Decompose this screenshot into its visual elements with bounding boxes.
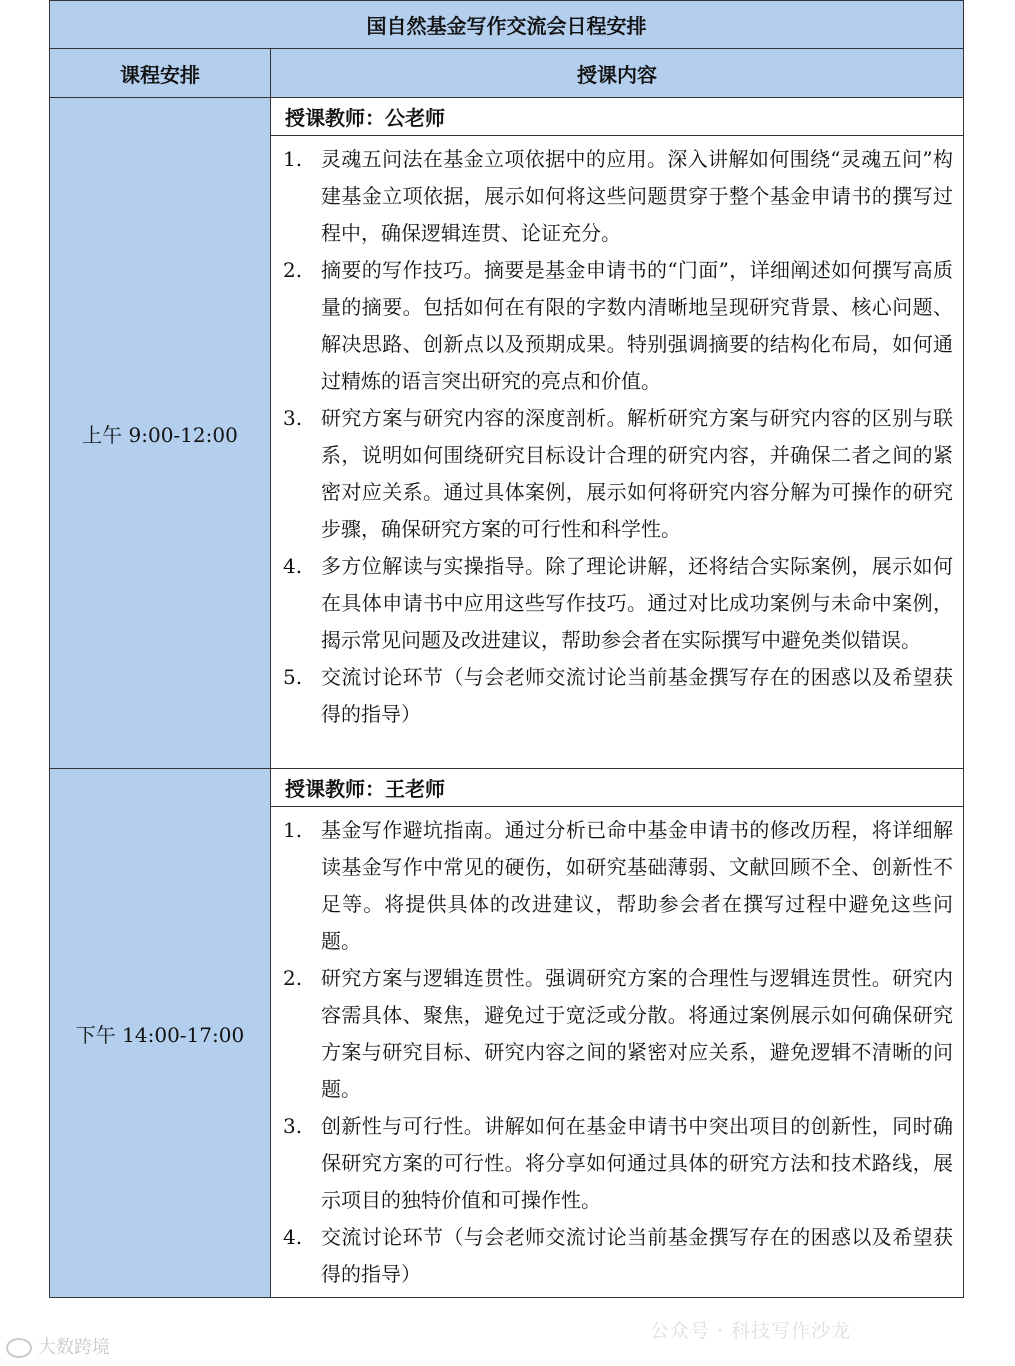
item-text: 交流讨论环节（与会老师交流讨论当前基金撰写存在的困惑以及希望获得的指导） — [321, 665, 953, 726]
list-item — [283, 400, 953, 548]
item-text: 基金写作避坑指南。通过分析已命中基金申请书的修改历程，将详细解读基金写作中常见的硬伤，如研究基础薄弱、文献回顾不全、创新性不足等。将提供具体的改进建议，帮助参会者在撰写过程中避免这些问题。 — [321, 818, 953, 953]
afternoon-teacher-row — [50, 769, 964, 807]
item-number: 2. — [283, 258, 303, 282]
item-number: 1. — [283, 147, 303, 171]
item-number: 3. — [283, 406, 303, 430]
watermark-right: 公众号 · 科技写作沙龙 — [650, 1320, 852, 1342]
item-text: 灵魂五问法在基金立项依据中的应用。深入讲解如何围绕“灵魂五问”构建基金立项依据，展示如何将这些问题贯穿于整个基金申请书的撰写过程中，确保逻辑连贯、论证充分。 — [321, 147, 953, 245]
item-text: 摘要的写作技巧。摘要是基金申请书的“门面”，详细阐述如何撰写高质量的摘要。包括如何在有限的字数内清晰地呈现研究背景、核心问题、解决思路、创新点以及预期成果。特别强调摘要的结构化布局，如何通过精炼的语言突出研究的亮点和价值。 — [321, 258, 953, 393]
afternoon-time: 下午 14:00-17:00 — [50, 769, 271, 1298]
item-text: 多方位解读与实操指导。除了理论讲解，还将结合实际案例，展示如何在具体申请书中应用这些写作技巧。通过对比成功案例与未命中案例，揭示常见问题及改进建议，帮助参会者在实际撰写中避免类似错误。 — [321, 554, 953, 652]
list-item — [283, 1108, 953, 1219]
watermark-left — [6, 1333, 110, 1359]
watermark-left-text: 大数跨境 — [38, 1337, 110, 1358]
table-title: 国自然基金写作交流会日程安排 — [50, 1, 964, 49]
list-item — [283, 960, 953, 1108]
morning-teacher-row — [50, 98, 964, 136]
list-item — [283, 812, 953, 960]
list-item — [283, 659, 953, 733]
list-item — [283, 141, 953, 252]
item-text: 研究方案与逻辑连贯性。强调研究方案的合理性与逻辑连贯性。研究内容需具体、聚焦，避免过于宽泛或分散。将通过案例展示如何确保研究方案与研究目标、研究内容之间的紧密对应关系，避免逻辑不清晰的问题。 — [321, 966, 953, 1101]
morning-teacher: 授课教师：公老师 — [271, 98, 964, 136]
item-number: 5. — [283, 665, 303, 689]
item-text: 交流讨论环节（与会老师交流讨论当前基金撰写存在的困惑以及希望获得的指导） — [321, 1225, 953, 1286]
chat-bubble-icon — [6, 1338, 32, 1358]
schedule-table — [49, 0, 964, 1298]
header-row — [50, 49, 964, 98]
list-item — [283, 1219, 953, 1293]
morning-item-list — [283, 141, 953, 733]
morning-time: 上午 9:00-12:00 — [50, 98, 271, 769]
header-schedule: 课程安排 — [50, 49, 271, 98]
item-number: 4. — [283, 554, 303, 578]
header-content: 授课内容 — [271, 49, 964, 98]
afternoon-item-list — [283, 812, 953, 1293]
afternoon-teacher: 授课教师：王老师 — [271, 769, 964, 807]
title-row — [50, 1, 964, 49]
item-number: 1. — [283, 818, 303, 842]
item-text: 创新性与可行性。讲解如何在基金申请书中突出项目的创新性，同时确保研究方案的可行性。将分享如何通过具体的研究方法和技术路线，展示项目的独特价值和可操作性。 — [321, 1114, 953, 1212]
item-number: 3. — [283, 1114, 303, 1138]
afternoon-content — [271, 807, 964, 1298]
item-number: 2. — [283, 966, 303, 990]
list-item — [283, 252, 953, 400]
list-item — [283, 548, 953, 659]
item-number: 4. — [283, 1225, 303, 1249]
morning-content — [271, 136, 964, 769]
item-text: 研究方案与研究内容的深度剖析。解析研究方案与研究内容的区别与联系，说明如何围绕研究目标设计合理的研究内容，并确保二者之间的紧密对应关系。通过具体案例，展示如何将研究内容分解为可操作的研究步骤，确保研究方案的可行性和科学性。 — [321, 406, 953, 541]
